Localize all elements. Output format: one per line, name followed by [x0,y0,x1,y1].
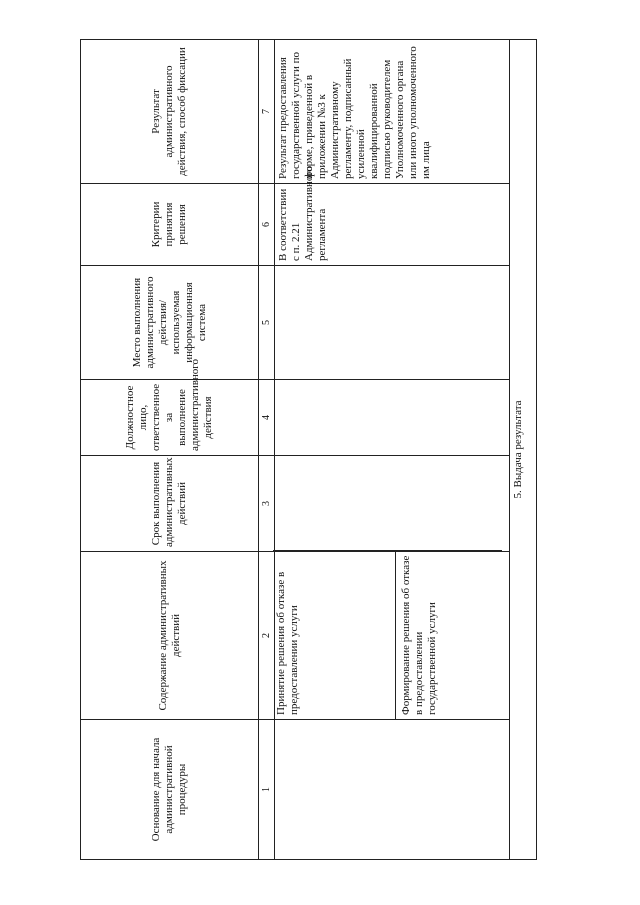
cell-result: Результат предоставления государственной услуги по форме, приведенной в приложении №3 к Административному регламенту, подписанный усиленной квалифицированной подписью руководителем Уполномоченного органа или иного уполномоченного им лица [275,40,510,184]
rotated-table-container [80,40,524,860]
col-number: 4 [259,380,275,456]
section-title: 5. Выдача результата [510,40,537,860]
header-criteria: Критерии принятия решения [81,184,259,266]
cell-term [275,456,510,552]
col-number: 2 [259,552,275,720]
section-row [510,40,537,860]
header-place: Место выполнения административного действия/ используемая информационная система [81,266,259,380]
col-number: 5 [259,266,275,380]
cell-content [275,552,510,720]
data-row [275,40,510,860]
cell-criteria: В соответствии с п. 2.21 Административного регламента [275,184,510,266]
administrative-procedure-table [80,39,537,860]
col-number: 3 [259,456,275,552]
col-number: 7 [259,40,275,184]
header-content: Содержание административных действий [81,552,259,720]
col-number: 1 [259,720,275,860]
cell-basis [275,720,510,860]
content-decision: Принятие решения об отказе в предоставлении услуги [273,550,395,719]
number-row [259,40,275,860]
col-number: 6 [259,184,275,266]
header-basis: Основание для начала административной процедуры [81,720,259,860]
cell-place [275,266,510,380]
header-responsible: Должностное лицо, ответственное за выполнение административного действия [81,380,259,456]
header-row [81,40,259,860]
header-term: Срок выполнения административных действий [81,456,259,552]
header-result: Результат административного действия, способ фиксации [81,40,259,184]
content-formation: Формирование решения об отказе в предоставлении государственной услуги [395,550,502,719]
cell-responsible [275,380,510,456]
